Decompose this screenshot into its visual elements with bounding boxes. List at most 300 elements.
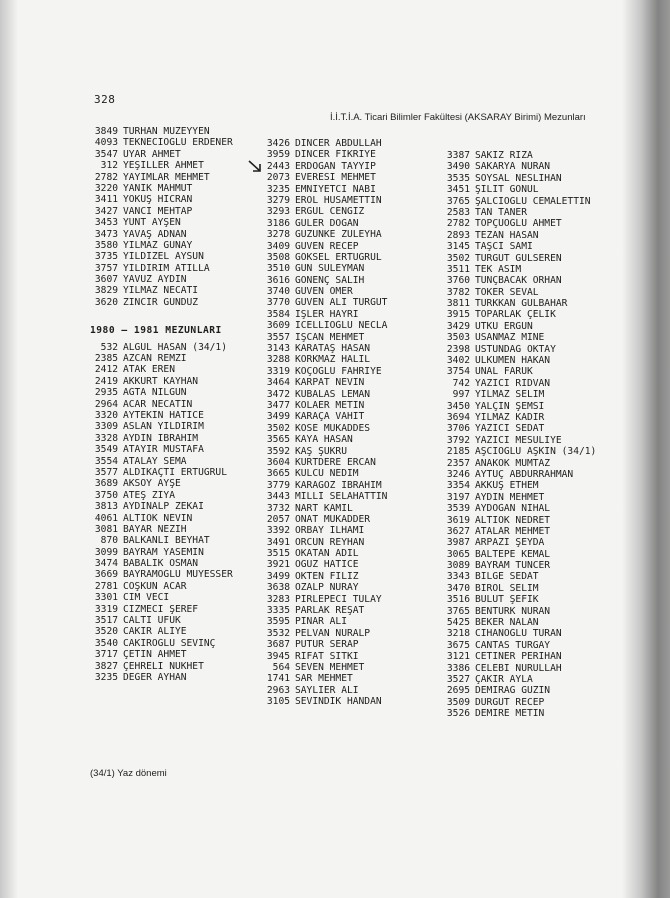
entry-number: 3669 — [94, 569, 118, 581]
entry-number: 3580 — [94, 239, 118, 251]
entry-name: CETİNER PERİHAN — [475, 651, 562, 663]
list-item — [442, 571, 632, 582]
entry-name: ÖKTEN FİLİZ — [295, 570, 359, 582]
entry-number: 3288 — [266, 354, 290, 366]
entry-name: CİHANOĞLU TURAN — [475, 628, 562, 640]
entry-name: YILDIZEL AYSUN — [123, 251, 204, 263]
entry-name: AZCAN REMZİ — [123, 353, 187, 365]
list-item — [262, 696, 437, 707]
entry-number: 3520 — [94, 626, 118, 638]
column-1-bottom-list — [90, 342, 260, 684]
entry-number: 3301 — [94, 592, 118, 604]
list-item — [90, 569, 260, 580]
entry-name: AYDIN MEHMET — [475, 491, 545, 503]
entry-number: 3510 — [266, 263, 290, 275]
entry-name: CANTAS TURGAY — [475, 639, 551, 651]
list-item — [90, 160, 260, 171]
entry-name: TAŞCI SAMİ — [475, 241, 533, 253]
list-item — [442, 366, 632, 377]
entry-name: İŞLER HAYRİ — [295, 308, 359, 320]
list-item — [442, 503, 632, 514]
list-item — [90, 126, 260, 137]
entry-name: YAVUZ AYDIN — [123, 274, 187, 286]
list-item — [90, 513, 260, 524]
entry-number: 3987 — [446, 537, 470, 549]
entry-name: ONAT MUKADDER — [295, 513, 371, 525]
entry-name: TOPARLAK ÇELİK — [475, 309, 556, 321]
entry-name: AKSOY AYŞE — [123, 478, 181, 490]
entry-name: KARATAŞ HASAN — [295, 343, 371, 355]
entry-name: NART KAMİL — [295, 502, 353, 514]
entry-number: 3143 — [266, 343, 290, 355]
list-item — [262, 343, 437, 354]
list-item — [262, 616, 437, 627]
entry-name: YILDIRIM ATİLLA — [123, 262, 210, 274]
entry-name: AYDIN İBRAHİM — [123, 432, 199, 444]
entry-number: 2782 — [94, 171, 118, 183]
list-item — [262, 480, 437, 491]
entry-number: 3554 — [94, 455, 118, 467]
entry-name: SAYLIER ALİ — [295, 684, 359, 696]
entry-name: GÖKSEL ERTUĞRUL — [295, 251, 382, 263]
list-item — [442, 275, 632, 286]
list-item — [90, 615, 260, 626]
entry-number: 3665 — [266, 468, 290, 480]
list-item — [442, 412, 632, 423]
list-item — [90, 149, 260, 160]
entry-name: GÜLER DOĞAN — [295, 217, 359, 229]
entry-name: YOKUŞ HİCRAN — [123, 194, 193, 206]
entry-number: 1741 — [266, 673, 290, 685]
list-item — [262, 206, 437, 217]
entry-name: ÜLKÜMEN HAKAN — [475, 355, 551, 367]
list-item — [262, 548, 437, 559]
entry-number: 3757 — [94, 262, 118, 274]
list-item — [262, 195, 437, 206]
list-item — [90, 592, 260, 603]
list-item — [262, 389, 437, 400]
entry-number: 3402 — [446, 355, 470, 367]
entry-number: 3915 — [446, 309, 470, 321]
entry-number: 4061 — [94, 512, 118, 524]
list-item — [442, 583, 632, 594]
list-item — [262, 525, 437, 536]
entry-name: GÜZÜNKE ZÜLEYHA — [295, 229, 382, 241]
entry-name: YAZICI SEDAT — [475, 423, 545, 435]
list-item — [262, 662, 437, 673]
entry-name: PELVAN NURALP — [295, 627, 371, 639]
entry-number: 3687 — [266, 639, 290, 651]
list-item — [262, 605, 437, 616]
entry-name: ANAKÖK MÜMTAZ — [475, 457, 551, 469]
entry-number: 3592 — [266, 445, 290, 457]
entry-name: OĞUZ HATİCE — [295, 559, 359, 571]
entry-number: 2695 — [446, 685, 470, 697]
entry-number: 3470 — [446, 582, 470, 594]
list-item — [90, 501, 260, 512]
entry-number: 2782 — [446, 218, 470, 230]
list-item — [262, 411, 437, 422]
entry-name: ŞİLİT GONÜL — [475, 184, 539, 196]
entry-number: 3235 — [266, 183, 290, 195]
entry-name: KARAÇA VAHİT — [295, 411, 365, 423]
entry-number: 3429 — [446, 320, 470, 332]
entry-number: 3474 — [94, 558, 118, 570]
list-item — [262, 651, 437, 662]
entry-name: DEMİRE METİN — [475, 708, 545, 720]
entry-name: SAR MEHMET — [295, 673, 353, 685]
entry-name: BEKER NALAN — [475, 617, 539, 629]
entry-name: YAYIMLAR MEHMET — [123, 171, 210, 183]
list-item — [262, 491, 437, 502]
list-item — [442, 594, 632, 605]
entry-number: 564 — [272, 661, 290, 673]
list-item — [442, 298, 632, 309]
entry-number: 312 — [100, 160, 118, 172]
entry-name: KURTDERE ERCAN — [295, 456, 376, 468]
entry-number: 3218 — [446, 628, 470, 640]
list-item — [90, 285, 260, 296]
entry-number: 3782 — [446, 286, 470, 298]
list-item — [262, 354, 437, 365]
list-item — [442, 378, 632, 389]
entry-number: 3443 — [266, 491, 290, 503]
entry-name: AŞCIOĞLU AŞKIN (34/1) — [475, 446, 597, 458]
list-item — [262, 457, 437, 468]
entry-name: AYDOĞAN NİHAL — [475, 503, 551, 515]
entry-name: PINAR ALİ — [295, 616, 347, 628]
list-item — [442, 207, 632, 218]
list-item — [90, 467, 260, 478]
list-item — [90, 172, 260, 183]
entry-number: 3464 — [266, 377, 290, 389]
entry-name: KAŞ ŞÜKRÜ — [295, 445, 347, 457]
entry-number: 3813 — [94, 501, 118, 513]
list-item — [262, 685, 437, 696]
entry-name: CİM VECİ — [123, 592, 170, 604]
entry-number: 2073 — [266, 172, 290, 184]
entry-number: 3921 — [266, 559, 290, 571]
list-item — [90, 183, 260, 194]
entry-name: YEŞİLLER AHMET — [123, 160, 204, 172]
list-item — [262, 286, 437, 297]
list-item — [90, 581, 260, 592]
list-item — [442, 423, 632, 434]
entry-name: ÇETİN AHMET — [123, 649, 187, 661]
entry-number: 3584 — [266, 308, 290, 320]
entry-name: ORBAY İLHAMİ — [295, 525, 365, 537]
list-item — [262, 172, 437, 183]
list-item — [442, 640, 632, 651]
entry-number: 3145 — [446, 241, 470, 253]
entry-name: ALGÜL HASAN (34/1) — [123, 341, 227, 353]
list-item — [90, 240, 260, 251]
entry-number: 3499 — [266, 570, 290, 582]
entry-name: PİRLEPECİ TÜLAY — [295, 593, 382, 605]
entry-name: BAYRAM TUNCER — [475, 560, 551, 572]
entry-name: DURGUT RECEP — [475, 696, 545, 708]
entry-number: 3750 — [94, 489, 118, 501]
entry-number: 3278 — [266, 229, 290, 241]
entry-number: 5425 — [446, 617, 470, 629]
list-item — [262, 423, 437, 434]
entry-number: 3792 — [446, 434, 470, 446]
entry-name: ERDOĞAN TAYYİP — [295, 160, 376, 172]
entry-number: 2583 — [446, 206, 470, 218]
entry-number: 3619 — [446, 514, 470, 526]
entry-number: 2057 — [266, 513, 290, 525]
list-item — [90, 217, 260, 228]
list-item — [442, 480, 632, 491]
list-item — [442, 469, 632, 480]
entry-number: 3411 — [94, 194, 118, 206]
entry-number: 3526 — [446, 708, 470, 720]
column-2 — [262, 138, 437, 708]
entry-number: 4093 — [94, 137, 118, 149]
entry-name: GÜVEN RECEP — [295, 240, 359, 252]
list-item — [442, 332, 632, 343]
entry-name: CALTI UFUK — [123, 615, 181, 627]
entry-name: DİNCER ABDULLAH — [295, 138, 382, 149]
entry-name: YALÇIN ŞEMSİ — [475, 400, 545, 412]
column-1-top-list — [90, 126, 260, 308]
running-head: İ.İ.T.İ.A. Ticari Bilimler Fakültesi (AKSARAY Birimi) Mezunları — [330, 112, 586, 123]
entry-number: 3849 — [94, 126, 118, 137]
entry-number: 3827 — [94, 660, 118, 672]
list-item — [442, 685, 632, 696]
entry-name: ALTIOK NEVİN — [123, 512, 193, 524]
list-item — [442, 606, 632, 617]
list-item — [262, 229, 437, 240]
entry-name: YAZICI RIDVAN — [475, 377, 551, 389]
entry-name: ARPAZI ŞEYDA — [475, 537, 545, 549]
list-item — [442, 264, 632, 275]
entry-number: 3532 — [266, 627, 290, 639]
entry-name: KARPAT NEVİN — [295, 377, 365, 389]
list-item — [442, 196, 632, 207]
list-item — [442, 150, 632, 161]
entry-number: 3354 — [446, 480, 470, 492]
entry-number: 3959 — [266, 149, 290, 161]
list-item — [442, 253, 632, 264]
entry-number: 3732 — [266, 502, 290, 514]
entry-number: 3387 — [446, 150, 470, 161]
entry-number: 997 — [452, 389, 470, 401]
entry-name: TEKNECİOĞLU ERDENER — [123, 137, 233, 149]
entry-number: 3945 — [266, 650, 290, 662]
list-item — [90, 649, 260, 660]
entry-name: ÖZALP NURAY — [295, 582, 359, 594]
entry-number: 3517 — [94, 615, 118, 627]
entry-number: 3491 — [266, 536, 290, 548]
entry-name: KORKMAZ HALİL — [295, 354, 371, 366]
entry-number: 3754 — [446, 366, 470, 378]
entry-name: USANMAZ MİNE — [475, 332, 545, 344]
entry-name: DİNCER FİKRİYE — [295, 149, 376, 161]
entry-name: GÖNENÇ SALİH — [295, 274, 365, 286]
list-item — [442, 446, 632, 457]
list-item — [442, 355, 632, 366]
entry-number: 3246 — [446, 468, 470, 480]
entry-number: 3547 — [94, 148, 118, 160]
entry-name: PUTUR SERAP — [295, 639, 359, 651]
scan-shadow-left — [0, 0, 18, 898]
entry-number: 3105 — [266, 696, 290, 708]
list-item — [262, 673, 437, 684]
entry-number: 3539 — [446, 503, 470, 515]
entry-number: 3319 — [266, 365, 290, 377]
entry-name: OKATAN ADİL — [295, 548, 359, 560]
entry-name: SEVEN MEHMET — [295, 661, 365, 673]
list-item — [442, 389, 632, 400]
entry-number: 3502 — [266, 422, 290, 434]
entry-number: 3065 — [446, 548, 470, 560]
entry-name: İŞCAN MEHMET — [295, 331, 365, 343]
entry-name: BENTÜRK NURAN — [475, 605, 551, 617]
entry-name: BİLGE SEDAT — [475, 571, 539, 583]
entry-name: ATAK EREN — [123, 364, 175, 376]
entry-name: TURHAN MÜZEYYEN — [123, 126, 210, 137]
list-item — [262, 628, 437, 639]
entry-number: 2357 — [446, 457, 470, 469]
entry-number: 3283 — [266, 593, 290, 605]
entry-number: 3565 — [266, 434, 290, 446]
entry-name: TEK ASIM — [475, 263, 522, 275]
entry-number: 3309 — [94, 421, 118, 433]
entry-name: YILMAZ NECATİ — [123, 285, 199, 297]
list-item — [90, 490, 260, 501]
entry-number: 2781 — [94, 580, 118, 592]
list-item — [442, 230, 632, 241]
entry-name: ATALAR MEHMET — [475, 525, 551, 537]
entry-number: 3186 — [266, 217, 290, 229]
entry-name: AYDINALP ZEKAİ — [123, 501, 204, 513]
entry-name: KÖSE MUKADDES — [295, 422, 371, 434]
entry-name: DEMİRAĞ GÜZİN — [475, 685, 551, 697]
entry-name: KAYA HASAN — [295, 434, 353, 446]
entry-number: 3472 — [266, 388, 290, 400]
entry-number: 3549 — [94, 444, 118, 456]
entry-name: MİLLİ SELAHATTİN — [295, 491, 388, 503]
entry-number: 3392 — [266, 525, 290, 537]
list-item — [262, 377, 437, 388]
list-item — [262, 320, 437, 331]
list-item — [442, 663, 632, 674]
entry-name: BAYRAMOĞLU MÜYESSER — [123, 569, 233, 581]
entry-number: 2935 — [94, 387, 118, 399]
spacer — [90, 308, 260, 319]
entry-name: SEVİNDİK HANDAN — [295, 696, 382, 708]
list-item — [442, 161, 632, 172]
entry-name: YILMAZ KADİR — [475, 411, 545, 423]
footnote: (34/1) Yaz dönemi — [90, 768, 167, 779]
entry-number: 3320 — [94, 409, 118, 421]
entry-name: UYAR AHMET — [123, 148, 181, 160]
entry-number: 3279 — [266, 194, 290, 206]
entry-number: 3503 — [446, 332, 470, 344]
list-item — [90, 604, 260, 615]
entry-number: 3409 — [266, 240, 290, 252]
list-item — [262, 594, 437, 605]
list-item — [442, 321, 632, 332]
list-item — [262, 639, 437, 650]
entry-name: İCELLİOĞLU NECLA — [295, 320, 388, 332]
entry-number: 3604 — [266, 456, 290, 468]
entry-name: PARLAK REŞAT — [295, 605, 365, 617]
entry-name: DEĞER AYHAN — [123, 671, 187, 683]
entry-number: 3453 — [94, 217, 118, 229]
entry-name: BİROL SELİM — [475, 582, 539, 594]
entry-name: YILMAZ SELİM — [475, 389, 545, 401]
entry-name: ÇEHRELİ NÜKHET — [123, 660, 204, 672]
list-item — [262, 400, 437, 411]
entry-name: YUNT AYŞEN — [123, 217, 181, 229]
list-item — [262, 514, 437, 525]
entry-number: 3450 — [446, 400, 470, 412]
entry-name: TUNÇBACAK ORHAN — [475, 275, 562, 287]
page-number: 328 — [94, 93, 116, 106]
list-item — [442, 435, 632, 446]
list-item — [262, 218, 437, 229]
list-item — [442, 674, 632, 685]
entry-number: 3451 — [446, 184, 470, 196]
entry-number: 3717 — [94, 649, 118, 661]
list-item — [442, 173, 632, 184]
entry-name: TOKER SEVAL — [475, 286, 539, 298]
entry-name: YILMAZ GÜNAY — [123, 239, 193, 251]
entry-name: ÇAKIR AYLA — [475, 673, 533, 685]
entry-number: 3490 — [446, 161, 470, 173]
entry-name: ŞALCIOĞLU CEMALETTİN — [475, 195, 591, 207]
entry-number: 3694 — [446, 411, 470, 423]
entry-number: 3515 — [266, 548, 290, 560]
entry-number: 2412 — [94, 364, 118, 376]
entry-number: 3319 — [94, 603, 118, 615]
entry-number: 3427 — [94, 205, 118, 217]
entry-number: 3607 — [94, 274, 118, 286]
entry-name: COŞKUN ACAR — [123, 580, 187, 592]
entry-number: 3675 — [446, 639, 470, 651]
entry-name: AKKUŞ ETHEM — [475, 480, 539, 492]
entry-number: 3121 — [446, 651, 470, 663]
list-item — [90, 433, 260, 444]
list-item — [262, 149, 437, 160]
entry-number: 2893 — [446, 229, 470, 241]
entry-name: EMNİYETCİ NABİ — [295, 183, 376, 195]
list-item — [90, 547, 260, 558]
list-item — [262, 241, 437, 252]
entry-name: EROL HÜSAMETTİN — [295, 194, 382, 206]
entry-number: 3638 — [266, 582, 290, 594]
entry-name: VANCI MEHTAP — [123, 205, 193, 217]
entry-name: ÜNAL FARUK — [475, 366, 533, 378]
entry-name: YAZICI MESULİYE — [475, 434, 562, 446]
entry-number: 3706 — [446, 423, 470, 435]
list-item — [90, 638, 260, 649]
entry-name: ÜSTÜNDAĞ OKTAY — [475, 343, 556, 355]
entry-number: 3511 — [446, 263, 470, 275]
arrow-mark-icon — [248, 159, 264, 175]
list-item — [90, 672, 260, 683]
entry-name: KOLAER METİN — [295, 399, 365, 411]
entry-name: BAYAR NEZİH — [123, 523, 187, 535]
entry-number: 3535 — [446, 172, 470, 184]
list-item — [442, 697, 632, 708]
list-item — [90, 353, 260, 364]
list-item — [442, 287, 632, 298]
list-item — [90, 263, 260, 274]
list-item — [90, 274, 260, 285]
